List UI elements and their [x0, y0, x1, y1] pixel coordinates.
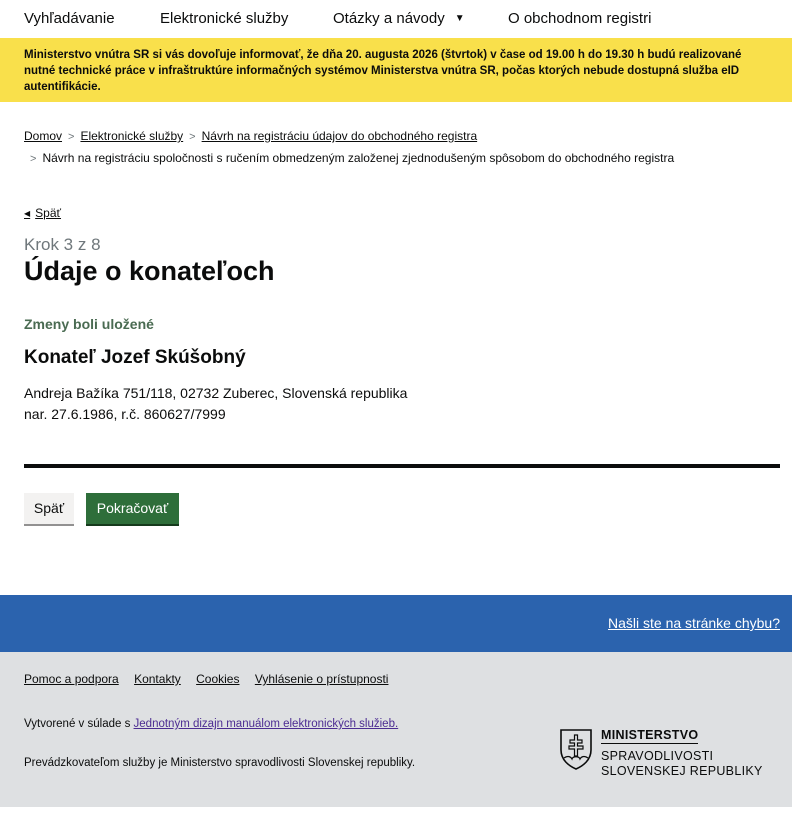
design-manual-link[interactable]: Jednotným dizajn manuálom elektronických služieb. — [133, 718, 399, 730]
footer-link-accessibility[interactable]: Vyhlásenie o prístupnosti — [254, 672, 389, 686]
footer-link-contacts[interactable]: Kontakty — [134, 672, 181, 686]
logo-line-3: SLOVENSKEJ REPUBLIKY — [601, 764, 763, 778]
executive-name: Konateľ Jozef Skúšobný — [24, 347, 246, 368]
coat-of-arms-icon — [559, 728, 593, 770]
footer-credit — [24, 718, 398, 730]
nav-about-register[interactable]: O obchodnom registri — [508, 10, 652, 27]
breadcrumb-electronic-services[interactable]: Elektronické služby — [80, 129, 184, 143]
nav-questions-guides[interactable] — [333, 10, 465, 27]
back-button[interactable]: Späť — [24, 493, 74, 524]
chevron-right-icon: > — [189, 131, 196, 143]
breadcrumb-home[interactable]: Domov — [24, 129, 63, 143]
triangle-left-icon: ◀ — [24, 209, 31, 218]
breadcrumb — [24, 126, 774, 170]
nav-search[interactable]: Vyhľadávanie — [24, 10, 115, 27]
logo-line-2: SPRAVODLIVOSTI — [601, 749, 714, 763]
logo-line-1: MINISTERSTVO — [601, 728, 699, 742]
ministry-logo — [559, 726, 779, 782]
breadcrumb-registration-proposal[interactable]: Návrh na registráciu údajov do obchodného registra — [201, 129, 478, 143]
caret-down-icon: ▼ — [454, 13, 465, 24]
executive-birth: nar. 27.6.1986, r.č. 860627/7999 — [24, 406, 226, 422]
footer-links — [24, 672, 400, 686]
nav-questions-label: Otázky a návody — [333, 10, 445, 27]
footer-link-help[interactable]: Pomoc a podpora — [24, 672, 119, 686]
nav-electronic-services[interactable]: Elektronické služby — [160, 10, 289, 27]
footer-operator: Prevádzkovateľom služby je Ministerstvo spravodlivosti Slovenskej republiky. — [24, 757, 416, 769]
breadcrumb-current: Návrh na registráciu spoločnosti s ručením obmedzeným založenej zjednodušeným spôsobom do obchodného registra — [42, 151, 675, 165]
credit-prefix: Vytvorené v súlade s — [24, 718, 131, 730]
continue-button[interactable]: Pokračovať — [86, 493, 179, 524]
top-navigation — [0, 0, 792, 38]
report-error-link[interactable]: Našli ste na stránke chybu? — [608, 615, 780, 631]
chevron-right-icon: > — [30, 153, 37, 165]
back-link-label: Späť — [35, 206, 62, 220]
chevron-right-icon: > — [68, 131, 75, 143]
executive-address: Andreja Bažíka 751/118, 02732 Zuberec, Slovenská republika — [24, 385, 408, 401]
report-error-bar — [0, 595, 792, 652]
executive-details — [24, 383, 407, 425]
step-indicator: Krok 3 z 8 — [24, 235, 101, 254]
footer — [0, 652, 792, 807]
saved-message: Zmeny boli uložené — [24, 316, 154, 332]
page-title: Údaje o konateľoch — [24, 256, 275, 286]
maintenance-notice: Ministerstvo vnútra SR si vás dovoľuje informovať, že dňa 20. augusta 2026 (štvrtok) v čase od 19.00 h do 19.30 h budú realizované nutné technické práce v infraštruktúre informačných systémov Ministerstva vnútra SR, počas ktorých nebude dostupná služba eID autentifikácie. — [0, 38, 792, 102]
section-divider — [24, 464, 780, 468]
footer-link-cookies[interactable]: Cookies — [196, 672, 240, 686]
back-link[interactable] — [24, 206, 61, 220]
